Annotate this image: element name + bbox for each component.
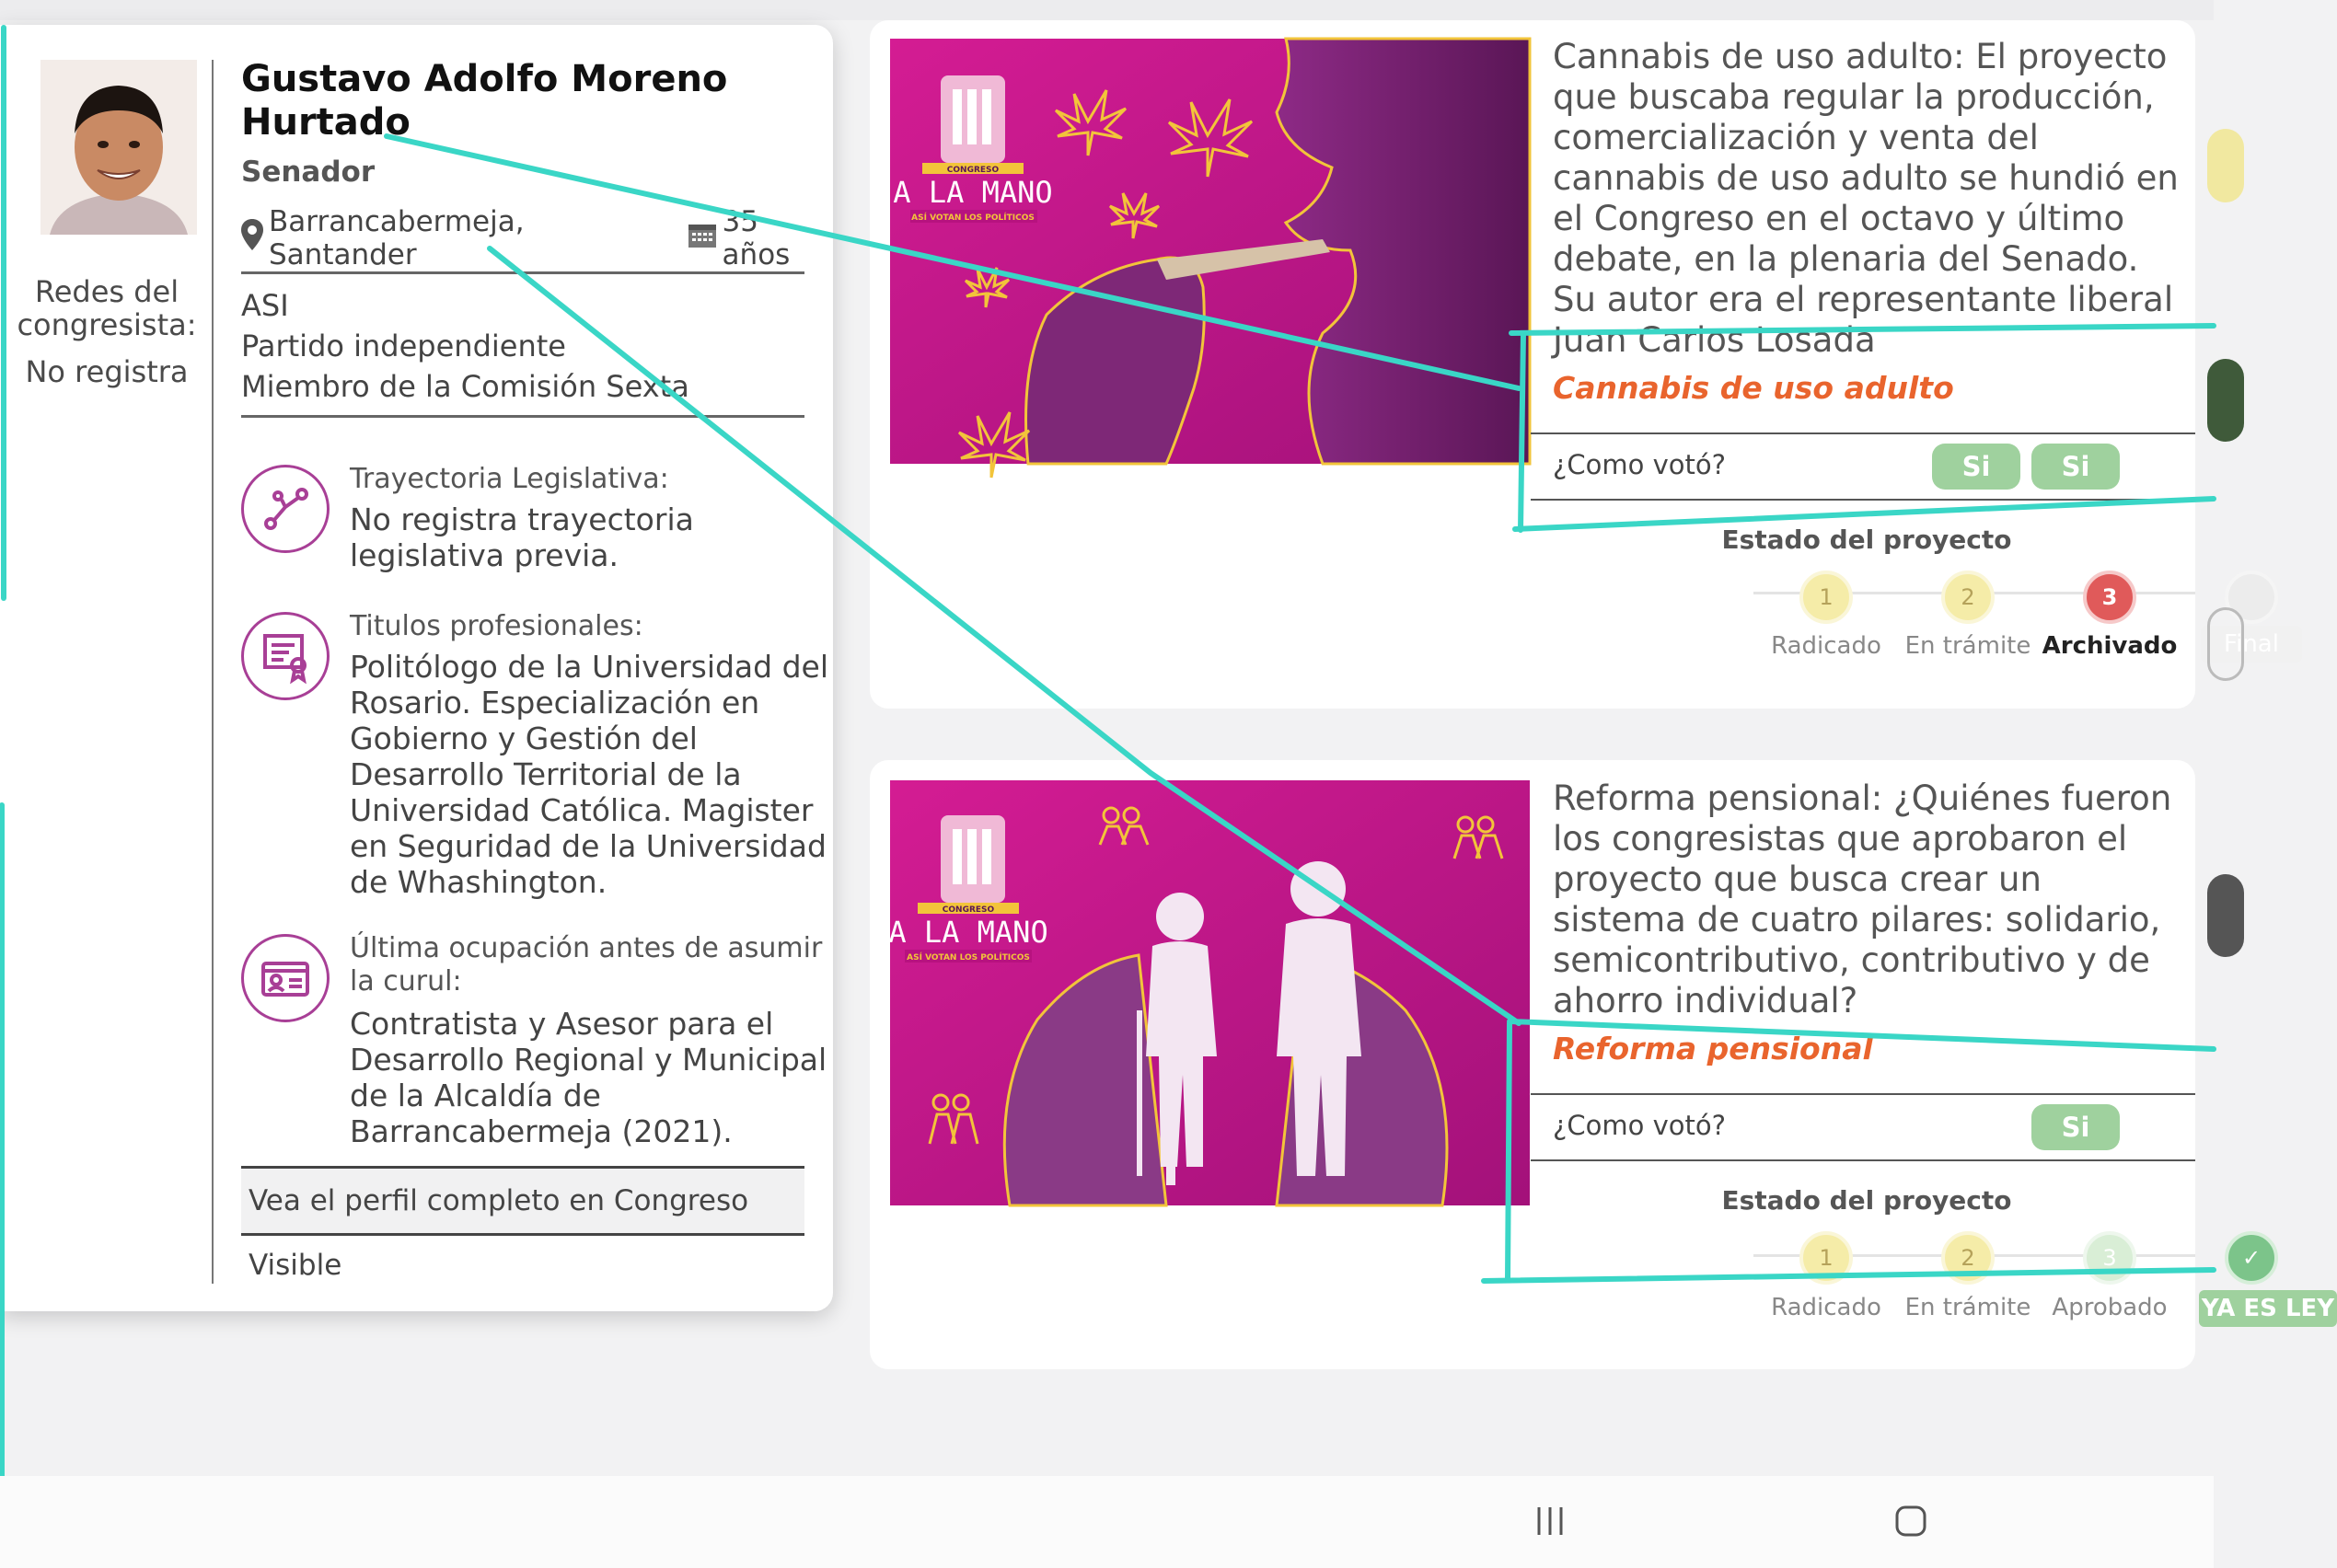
right-edge-partial-content — [2191, 0, 2214, 1476]
system-nav-bar — [0, 1476, 2214, 1568]
social-value: No registra — [25, 354, 189, 389]
vote-row — [1531, 1093, 2195, 1161]
status-title: Estado del proyecto — [1721, 1185, 2012, 1216]
svg-text:ASÍ VOTAN LOS POLÍTICOS: ASÍ VOTAN LOS POLÍTICOS — [907, 953, 1030, 963]
vote-pill: Si — [2031, 444, 2120, 490]
project-description[interactable]: Cannabis de uso adulto: El proyecto que buscaba regular la producción, comercialización y venta del cannabis de uso adulto se hundió en el Congreso en el octavo y último debate, en la plenaria del Senado. Su autor era el representante liberal Juan Carlos Losada — [1553, 37, 2179, 360]
project-card-cannabis[interactable] — [870, 20, 2279, 709]
congressperson-name: Gustavo Adolfo Moreno Hurtado — [241, 58, 728, 144]
route-icon — [241, 465, 330, 553]
section-body: No registra trayectoria legislativa previa. — [350, 502, 694, 573]
location-text: Barrancabermeja, Santander — [269, 205, 525, 271]
home-icon[interactable] — [1883, 1498, 1938, 1544]
project-description[interactable]: Reforma pensional: ¿Quiénes fueron los congresistas que aprobaron el proyecto que busca crear un sistema de cuatro pilares: solidario, semicontributivo, contributivo y de ahorro individual? — [1553, 778, 2172, 1020]
project-card-pensional[interactable] — [870, 760, 2335, 1369]
party-line: Partido independiente — [241, 329, 566, 363]
project-image-cannabis[interactable] — [890, 39, 1530, 464]
status-title: Estado del proyecto — [1721, 525, 2012, 555]
vote-label: ¿Como votó? — [1553, 449, 1727, 480]
vote-row — [1531, 432, 2195, 501]
avatar — [40, 60, 197, 235]
svg-text:CONGRESO: CONGRESO — [942, 905, 995, 915]
divider — [241, 415, 804, 418]
svg-text:CONGRESO: CONGRESO — [946, 166, 1000, 175]
certificate-icon — [241, 612, 330, 700]
calendar-icon — [688, 221, 717, 256]
step-dot-archivado: 3 — [2083, 571, 2136, 624]
step-label: Radicado — [1771, 1294, 1881, 1321]
vote-label: ¿Como votó? — [1553, 1110, 1727, 1141]
check-icon: ✓ — [2225, 1231, 2278, 1285]
project-image-pensional[interactable] — [890, 780, 1530, 1205]
step-label-active: Archivado — [2042, 632, 2178, 660]
section-title: Última ocupación antes de asumir la curul: — [350, 932, 823, 997]
party-info — [241, 285, 689, 407]
section-body: Politólogo de la Universidad del Rosario. Especialización en Gobierno y Gestión del Desarrollo Territorial de la Universidad Católica. Magister en Seguridad de la Universidad de Whashington. — [350, 649, 829, 900]
id-card-icon — [241, 934, 330, 1022]
age-text: 35 años — [722, 205, 791, 271]
step-dot-radicado: 1 — [1799, 571, 1853, 624]
vote-pill: Si — [2031, 1104, 2120, 1150]
recent-apps-icon[interactable] — [1522, 1498, 1578, 1544]
location-pin-icon — [241, 219, 263, 258]
step-label: Aprobado — [2052, 1294, 2168, 1321]
section-body: Contratista y Asesor para el Desarrollo Regional y Municipal de la Alcaldía de Barrancabermeja (2021). — [350, 1006, 827, 1149]
step-label: En trámite — [1904, 632, 2031, 660]
project-tag[interactable]: Reforma pensional — [1553, 1031, 1873, 1066]
congressperson-profile-card[interactable] — [0, 25, 833, 1311]
ya-es-ley-badge: YA ES LEY — [2199, 1290, 2337, 1327]
step-label-final: Final — [2201, 626, 2302, 663]
social-label: Redes del congresista: — [17, 274, 197, 342]
step-dot-aprobado: 3 — [2083, 1231, 2136, 1285]
congressperson-role: Senador — [241, 156, 376, 189]
svg-text:A LA MANO: A LA MANO — [893, 175, 1053, 210]
location-row — [241, 205, 833, 271]
column-divider — [212, 60, 214, 1284]
step-label: Radicado — [1771, 632, 1881, 660]
step-dot-radicado: 1 — [1799, 1231, 1853, 1285]
party-line: ASI — [241, 288, 289, 323]
vote-pill: Si — [1932, 444, 2020, 490]
svg-text:A LA MANO: A LA MANO — [888, 915, 1048, 950]
step-label: En trámite — [1904, 1294, 2031, 1321]
full-profile-link[interactable]: Vea el perfil completo en Congreso Visible — [241, 1166, 804, 1236]
party-line: Miembro de la Comisión Sexta — [241, 369, 689, 404]
top-strip — [0, 0, 2214, 20]
project-tag[interactable]: Cannabis de uso adulto — [1553, 370, 1954, 406]
section-title: Titulos profesionales: — [350, 610, 643, 642]
step-dot-tramite: 2 — [1941, 1231, 1995, 1285]
section-title: Trayectoria Legislativa: — [350, 463, 669, 495]
step-dot-tramite: 2 — [1941, 571, 1995, 624]
svg-text:ASÍ VOTAN LOS POLÍTICOS: ASÍ VOTAN LOS POLÍTICOS — [911, 213, 1035, 223]
divider — [241, 271, 804, 274]
